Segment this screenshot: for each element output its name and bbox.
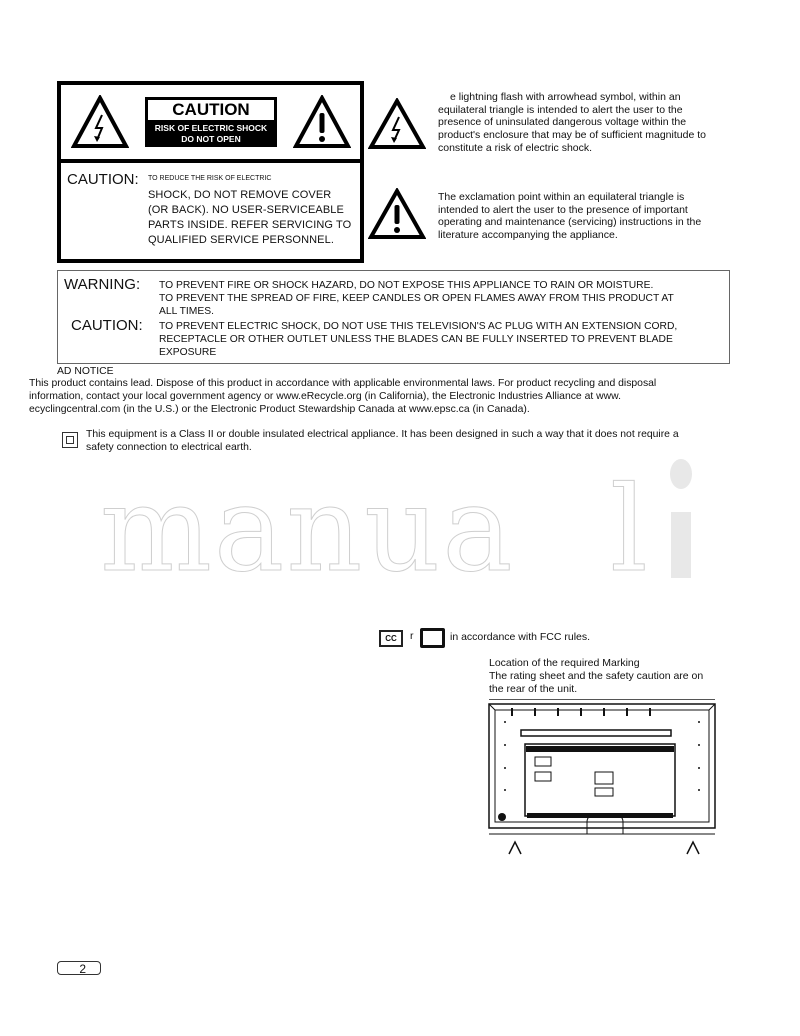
speech-bubble-icon [420, 628, 445, 648]
text-line: equilateral triangle is intended to alert the user to the [438, 103, 683, 116]
caution-line: EXPOSURE [159, 347, 217, 358]
lightning-triangle-icon [71, 95, 129, 149]
warning-box [57, 270, 730, 364]
fcc-connector: r [410, 630, 414, 642]
text-line: information, contact your local government agency or www.eRecycle.org (in California), the Electronic Industries Alliance at www. [29, 390, 621, 402]
fcc-text: in accordance with FCC rules. [450, 631, 591, 643]
watermark-i-stem [671, 512, 691, 578]
text-line: presence of uninsulated dangerous voltage within the [438, 116, 687, 129]
lightning-explanation [438, 91, 706, 155]
lightning-triangle-icon [368, 98, 426, 150]
text-line: constitute a risk of electric shock. [438, 141, 593, 154]
text-line: literature accompanying the appliance. [438, 229, 618, 242]
text-line: product's enclosure that may be of sufficient magnitude to [438, 129, 706, 142]
lead-notice [29, 378, 789, 416]
closed-caption-icon: CC [379, 630, 403, 647]
watermark-letter-l: l [610, 460, 648, 598]
text-line: The exclamation point within an equilateral triangle is [438, 191, 685, 203]
exclamation-triangle-icon [368, 188, 426, 240]
caution-line: TO PREVENT ELECTRIC SHOCK, DO NOT USE THIS TELEVISION'S AC PLUG WITH AN EXTENSION CORD, [159, 321, 678, 332]
marking-line: the rear of the unit. [489, 683, 578, 695]
lead-notice-title: AD NOTICE [57, 366, 114, 377]
watermark-text: manua [100, 460, 515, 598]
caution-line: RECEPTACLE OR OTHER OUTLET UNLESS THE BLADES CAN BE FULLY INSERTED TO PREVENT BLADE [159, 334, 673, 345]
caution-inner-title: CAUTION: [67, 171, 139, 188]
text-line: safety connection to electrical earth. [86, 441, 252, 453]
text-line: ecyclingcentral.com (in the U.S.) or the Electronic Product Stewardship Canada at www.epsc.ca (in Canada). [29, 403, 530, 415]
caution-label-line1: RISK OF ELECTRIC SHOCK [154, 123, 268, 133]
caution-box [57, 81, 364, 263]
text-line: This product contains lead. Dispose of this product in accordance with applicable environmental laws. For product recycling and disposal [29, 378, 657, 389]
double-square-class-ii-icon [62, 432, 78, 448]
text-line: e lightning flash with arrowhead symbol, within an [450, 91, 681, 103]
caution-divider [61, 159, 360, 163]
warning-label: WARNING: [64, 276, 141, 293]
caution-label [145, 97, 277, 147]
class2-notice [86, 429, 786, 455]
caution-inner-line: (OR BACK). NO USER-SERVICEABLE [148, 204, 344, 216]
marking-title: Location of the required Marking [489, 657, 640, 669]
exclamation-triangle-icon [293, 95, 351, 149]
warning-line: ALL TIMES. [159, 306, 214, 317]
warning-line: TO PREVENT THE SPREAD OF FIRE, KEEP CANDLES OR OPEN FLAMES AWAY FROM THIS PRODUCT AT [159, 293, 674, 304]
text-line: operating and maintenance (servicing) instructions in the [438, 216, 702, 229]
tv-rear-diagram-icon [487, 700, 717, 858]
exclamation-explanation [438, 191, 701, 242]
warning-line: TO PREVENT FIRE OR SHOCK HAZARD, DO NOT EXPOSE THIS APPLIANCE TO RAIN OR MOISTURE. [159, 280, 654, 291]
watermark-i-dot [670, 459, 692, 489]
caution-inner-small: TO REDUCE THE RISK OF ELECTRIC [148, 175, 272, 182]
marking-line: The rating sheet and the safety caution are on [489, 670, 704, 682]
caution-inner-line: SHOCK, DO NOT REMOVE COVER [148, 189, 332, 201]
caution-label-title: CAUTION [148, 100, 274, 120]
caution-label-line2: DO NOT OPEN [181, 134, 241, 144]
caution-label: CAUTION: [71, 317, 143, 334]
caution-inner-line: QUALIFIED SERVICE PERSONNEL. [148, 234, 334, 246]
text-line: intended to alert the user to the presence of important [438, 203, 688, 216]
page-number: 2 [57, 961, 101, 975]
caution-inner-line: PARTS INSIDE. REFER SERVICING TO [148, 219, 352, 231]
text-line: This equipment is a Class II or double insulated electrical appliance. It has been designed in such a way that it does not require a [86, 429, 679, 440]
